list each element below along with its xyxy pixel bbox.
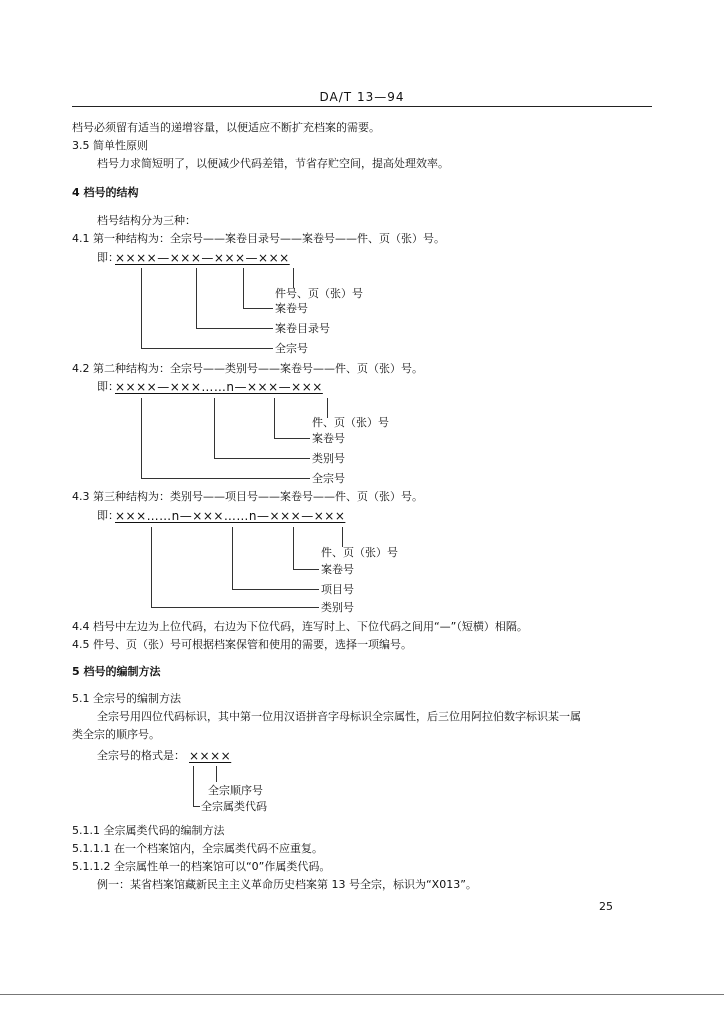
connector — [243, 268, 244, 308]
diagram-1-label: 案卷目录号 — [275, 322, 330, 335]
diagram-3-code: ×××……n—×××……n—×××—××× — [115, 509, 346, 523]
connector — [232, 527, 233, 589]
connector — [214, 458, 310, 459]
connector — [293, 268, 294, 288]
connector — [141, 398, 142, 478]
text-line: 档号必须留有适当的递增容量，以便适应不断扩充档案的需要。 — [72, 121, 380, 134]
connector — [293, 569, 319, 570]
connector — [216, 766, 217, 782]
diagram-1-label: 案卷号 — [275, 302, 308, 315]
section-4-4: 4.4 档号中左边为上位代码，右边为下位代码，连写时上、下位代码之间用“—”（短横）相隔。 — [72, 620, 528, 633]
connector — [214, 398, 215, 458]
text-line: 例一：某省档案馆藏新民主主义革命历史档案第 13 号全宗，标识为“X013”。 — [97, 878, 477, 891]
connector — [141, 268, 142, 348]
diagram-3-prefix: 即： — [97, 509, 119, 522]
connector — [342, 527, 343, 547]
connector — [193, 766, 194, 806]
diagram-1-code: ××××—×××—×××—××× — [115, 251, 290, 265]
diagram-2-label: 件、页（张）号 — [312, 416, 389, 429]
diagram-2-label: 案卷号 — [312, 432, 345, 445]
connector — [196, 328, 273, 329]
diagram-1-label: 全宗号 — [275, 342, 308, 355]
connector — [327, 398, 328, 418]
text-line: 类全宗的顺序号。 — [72, 728, 160, 741]
section-4-1: 4.1 第一种结构为：全宗号——案卷目录号——案卷号——件、页（张）号。 — [72, 232, 445, 245]
section-5-heading: 5 档号的编制方法 — [72, 665, 161, 678]
diagram-1-prefix: 即： — [97, 251, 119, 264]
diagram-3-label: 案卷号 — [321, 563, 354, 576]
text-line: 档号力求简短明了，以便减少代码差错，节省存贮空间，提高处理效率。 — [97, 157, 449, 170]
connector — [151, 527, 152, 607]
text-line: 全宗号用四位代码标识，其中第一位用汉语拼音字母标识全宗属性，后三位用阿拉伯数字标识某一属 — [97, 710, 581, 723]
diagram-4-label: 全宗属类代码 — [201, 800, 267, 813]
section-5-1-1-1: 5.1.1.1 在一个档案馆内，全宗属类代码不应重复。 — [72, 842, 323, 855]
connector — [293, 527, 294, 569]
diagram-3-label: 件、页（张）号 — [321, 546, 398, 559]
text-line: 全宗号的格式是： — [97, 749, 185, 762]
connector — [151, 607, 319, 608]
diagram-2-prefix: 即： — [97, 380, 119, 393]
header-rule — [72, 106, 652, 107]
diagram-1-label: 件号、页（张）号 — [275, 287, 363, 300]
page-number: 25 — [599, 900, 613, 913]
document-code: DA/T 13—94 — [319, 90, 405, 104]
diagram-4-label: 全宗顺序号 — [208, 784, 263, 797]
section-4-5: 4.5 件号、页（张）号可根据档案保管和使用的需要，选择一项编号。 — [72, 638, 412, 651]
bottom-rule — [0, 994, 724, 995]
diagram-2-label: 全宗号 — [312, 472, 345, 485]
connector — [232, 589, 319, 590]
section-5-1: 5.1 全宗号的编制方法 — [72, 692, 181, 705]
connector — [141, 478, 310, 479]
diagram-4-code: ×××× — [189, 749, 232, 763]
section-4-heading: 4 档号的结构 — [72, 186, 139, 199]
connector — [243, 308, 273, 309]
connector — [274, 398, 275, 438]
connector — [193, 806, 200, 807]
diagram-2-code: ××××—×××……n—×××—××× — [115, 380, 323, 394]
diagram-3-label: 项目号 — [321, 583, 354, 596]
section-4-2: 4.2 第二种结构为：全宗号——类别号——案卷号——件、页（张）号。 — [72, 362, 423, 375]
section-4-3: 4.3 第三种结构为：类别号——项目号——案卷号——件、页（张）号。 — [72, 490, 423, 503]
section-3-5-heading: 3.5 简单性原则 — [72, 139, 148, 152]
section-5-1-1: 5.1.1 全宗属类代码的编制方法 — [72, 824, 225, 837]
connector — [196, 268, 197, 328]
section-5-1-1-2: 5.1.1.2 全宗属性单一的档案馆可以“0”作属类代码。 — [72, 860, 331, 873]
text-line: 档号结构分为三种： — [97, 214, 196, 227]
connector — [141, 348, 273, 349]
connector — [274, 438, 310, 439]
diagram-2-label: 类别号 — [312, 452, 345, 465]
diagram-3-label: 类别号 — [321, 601, 354, 614]
